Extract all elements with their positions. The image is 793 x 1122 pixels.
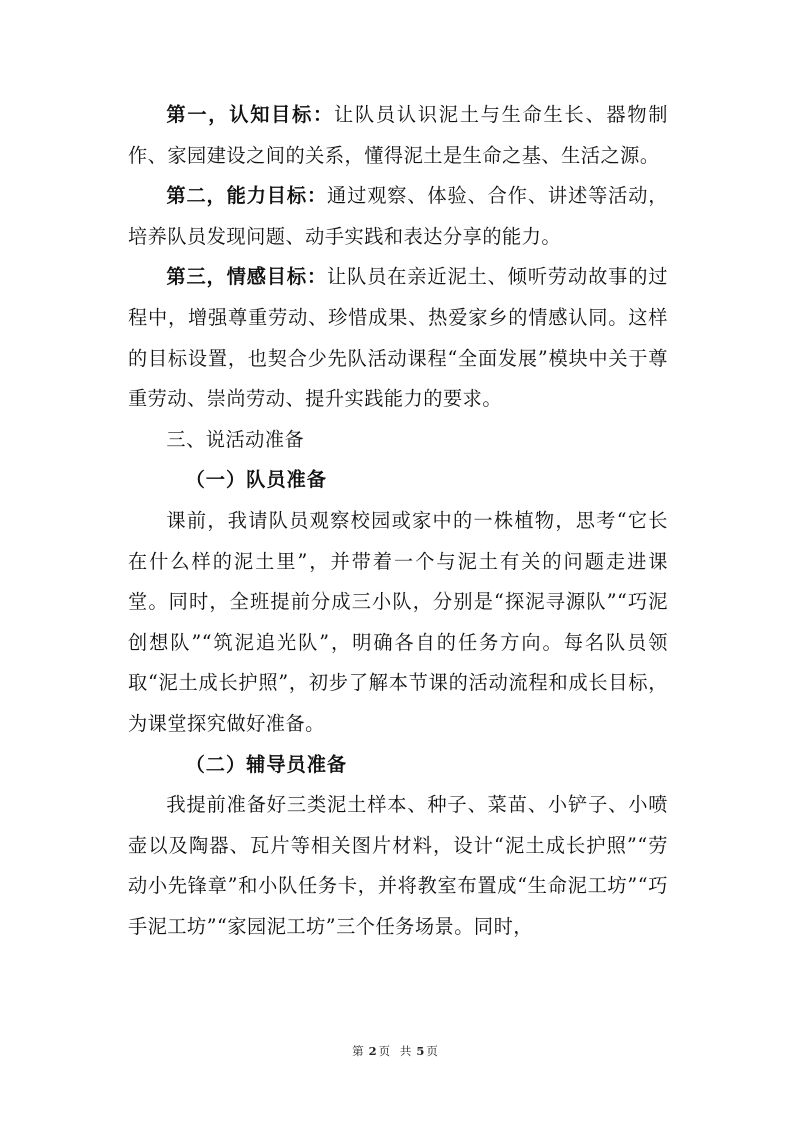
document-body xyxy=(128,95,668,947)
footer-total-pages: 5 xyxy=(416,1044,425,1058)
goal-text-1: 让队员认识泥土与生命生长、器物制作、家园建设之间的关系，懂得泥土是生命之基、生活之源。 xyxy=(128,103,668,167)
goal-paragraph-2 xyxy=(128,176,668,257)
footer-page-number: 2 xyxy=(368,1044,377,1058)
footer-prefix: 第 xyxy=(352,1044,367,1058)
page-footer xyxy=(0,1043,793,1059)
subsection-paragraph-1: 课前，我请队员观察校园或家中的一株植物，思考“它长在什么样的泥土里”，并带着一个与泥土有关的问题走进课堂。同时，全班提前分成三小队，分别是“探泥寻源队”“巧泥创想队”“筑泥追光队”，明确各自的任务方向。每名队员领取“泥土成长护照”，初步了解本节课的活动流程和成长目标，为课堂探究做好准备。 xyxy=(128,508,668,735)
goal-paragraph-3 xyxy=(128,257,668,419)
footer-middle: 页 共 xyxy=(378,1044,415,1058)
subsection-paragraph-2: 我提前准备好三类泥土样本、种子、菜苗、小铲子、小喷壶以及陶器、瓦片等相关图片材料，设计“泥土成长护照”“劳动小先锋章”和小队任务卡，并将教室布置成“生命泥工坊”“巧手泥工坊”“家园泥工坊”三个任务场景。同时， xyxy=(128,793,668,938)
goal-label-1: 第一，认知目标： xyxy=(166,103,335,126)
goal-paragraph-1 xyxy=(128,95,668,176)
section-heading: 三、说活动准备 xyxy=(166,427,305,451)
subsection-heading-2: （二）辅导员准备 xyxy=(185,752,348,776)
subsection-heading-1: （一）队员准备 xyxy=(185,468,327,492)
goal-text-3: 让队员在亲近泥土、倾听劳动故事的过程中，增强尊重劳动、珍惜成果、热爱家乡的情感认同。这样的目标设置，也契合少先队活动课程“全面发展”模块中关于尊重劳动、崇尚劳动、提升实践能力的要求。 xyxy=(128,265,668,411)
goal-text-2: 通过观察、体验、合作、讲述等活动，培养队员发现问题、动手实践和表达分享的能力。 xyxy=(128,184,668,248)
footer-suffix: 页 xyxy=(426,1044,441,1058)
goal-label-2: 第二，能力目标： xyxy=(166,184,328,208)
goal-label-3: 第三，情感目标： xyxy=(166,265,328,289)
